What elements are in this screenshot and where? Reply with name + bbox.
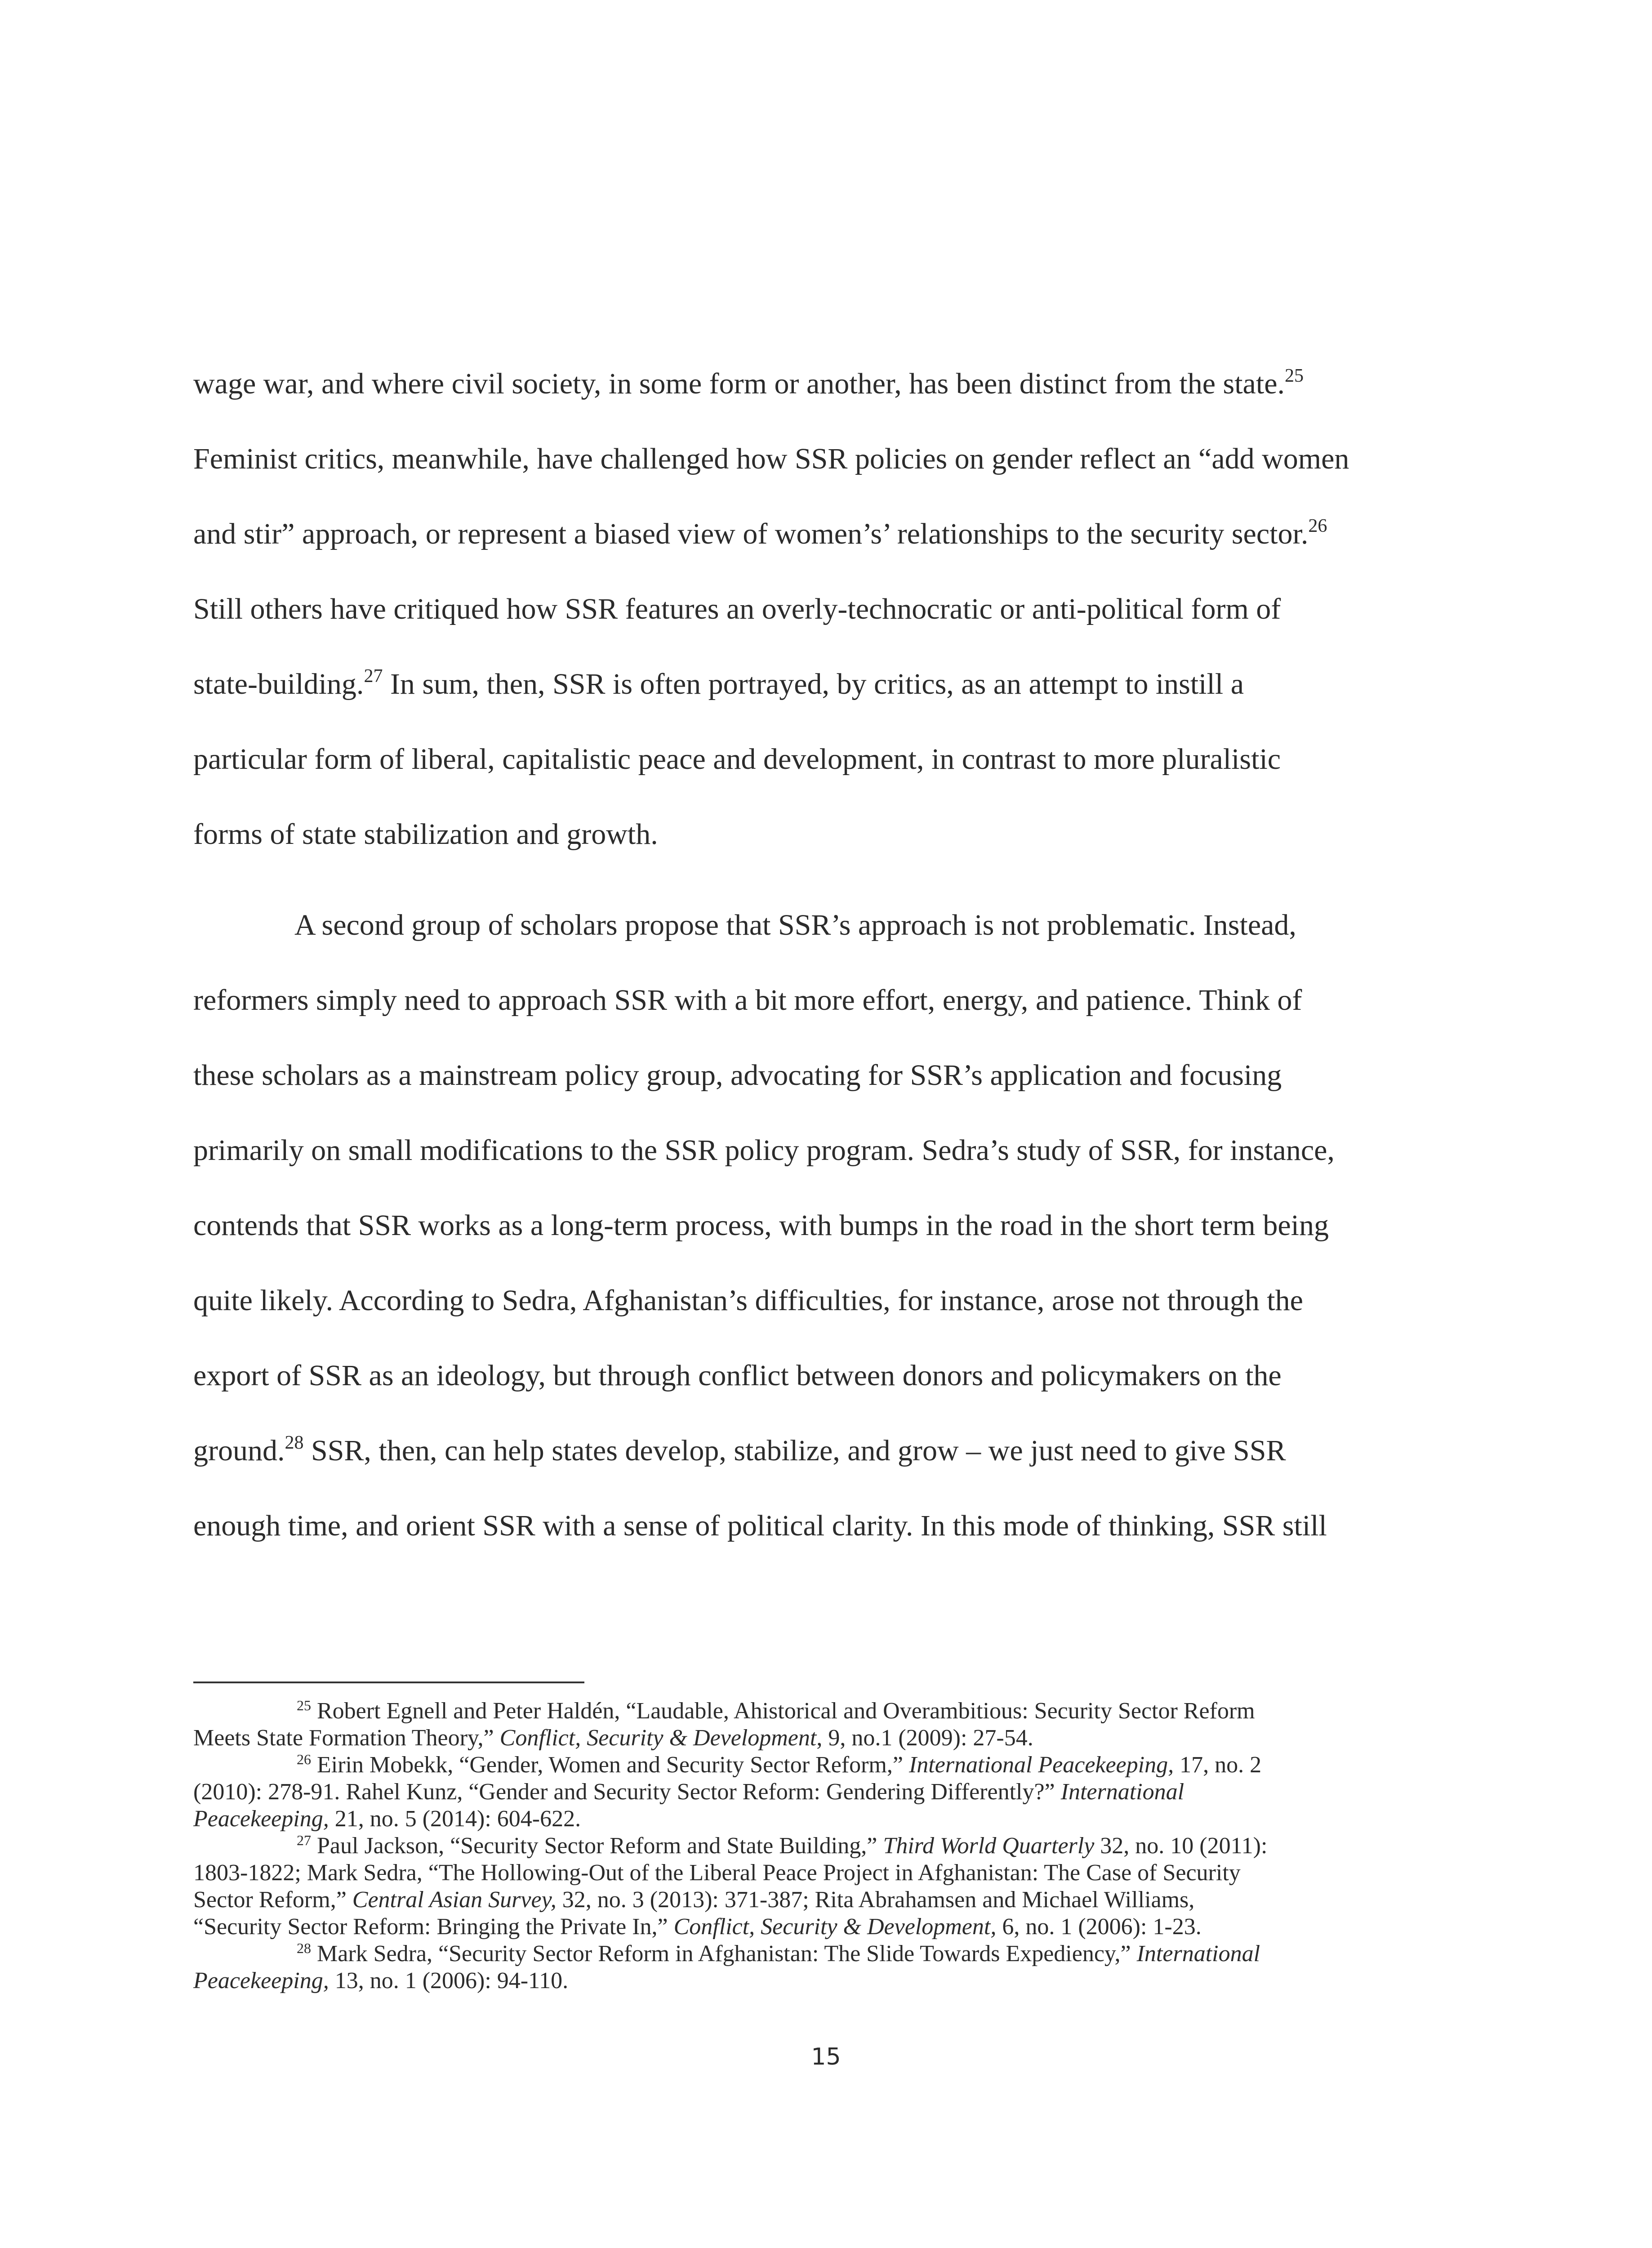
text-line: primarily on small modifications to the SSR policy program. Sedra’s study of SSR, for instance,	[193, 1134, 1335, 1167]
footnote-28	[193, 1940, 1461, 1994]
footnote-line: (2010): 278-91. Rahel Kunz, “Gender and Security Sector Reform: Gendering Differently?” International	[193, 1779, 1184, 1805]
text-line: these scholars as a mainstream policy group, advocating for SSR’s application and focusing	[193, 1059, 1282, 1092]
footnote-ref-28[interactable]: 28	[285, 1432, 304, 1453]
text-line: A second group of scholars propose that SSR’s approach is not problematic. Instead,	[294, 909, 1296, 941]
text-line: and stir” approach, or represent a biased view of women’s’ relationships to the security sector.$^{26}$	[193, 516, 1327, 550]
text-line: ground.$^{28}$ SSR, then, can help states develop, stabilize, and grow – we just need to give SSR	[193, 1432, 1286, 1467]
paragraph-2	[193, 888, 1461, 1563]
footnote-line: $^{25}$ Robert Egnell and Peter Haldén, “Laudable, Ahistorical and Overambitious: Security Sector Reform	[297, 1697, 1255, 1724]
paragraph-gap	[193, 872, 1461, 888]
footnote-line: Sector Reform,” Central Asian Survey, 32, no. 3 (2013): 371-387; Rita Abrahamsen and Michael Williams,	[193, 1887, 1195, 1913]
footnote-number: 28	[297, 1940, 311, 1956]
text-line: particular form of liberal, capitalistic peace and development, in contrast to more pluralistic	[193, 743, 1281, 776]
footnote-25	[193, 1698, 1461, 1752]
footnote-26	[193, 1752, 1461, 1833]
text-line: forms of state stabilization and growth.	[193, 818, 658, 851]
footnote-line: Peacekeeping, 13, no. 1 (2006): 94-110.	[193, 1968, 569, 1994]
footnote-ref-25[interactable]: 25	[1284, 366, 1304, 386]
footnote-line: Peacekeeping, 21, no. 5 (2014): 604-622.	[193, 1806, 581, 1832]
text-line: wage war, and where civil society, in some form or another, has been distinct from the state.$^{25}$	[193, 366, 1304, 400]
footnote-27	[193, 1833, 1461, 1940]
footnote-line: “Security Sector Reform: Bringing the Private In,” Conflict, Security & Development, 6, no. 1 (2006): 1-23.	[193, 1914, 1202, 1940]
footnote-ref-27[interactable]: 27	[364, 666, 383, 687]
footnote-line: $^{27}$ Paul Jackson, “Security Sector Reform and State Building,” Third World Quarterly 32, no. 10 (2011):	[297, 1832, 1268, 1859]
footnote-number: 26	[297, 1751, 311, 1767]
footnote-line: $^{26}$ Eirin Mobekk, “Gender, Women and Security Sector Reform,” International Peacekeeping, 17, no. 2	[297, 1751, 1262, 1778]
text-line: export of SSR as an ideology, but through conflict between donors and policymakers on the	[193, 1359, 1282, 1392]
text-line: contends that SSR works as a long-term process, with bumps in the road in the short term being	[193, 1209, 1329, 1242]
page-number: 15	[811, 2043, 841, 2070]
text-line: quite likely. According to Sedra, Afghanistan’s difficulties, for instance, arose not through the	[193, 1284, 1303, 1317]
text-line: state-building.$^{27}$ In sum, then, SSR is often portrayed, by critics, as an attempt to instill a	[193, 666, 1244, 700]
footnote-ref-26[interactable]: 26	[1308, 516, 1327, 536]
text-line: enough time, and orient SSR with a sense of political clarity. In this mode of thinking, SSR still	[193, 1509, 1327, 1542]
body-text	[193, 346, 1461, 1563]
footnotes	[193, 1698, 1461, 1994]
text-line: Still others have critiqued how SSR features an overly-technocratic or anti-political form of	[193, 593, 1281, 625]
footnote-line: Meets State Formation Theory,” Conflict, Security & Development, 9, no.1 (2009): 27-54.	[193, 1725, 1033, 1751]
paragraph-1	[193, 346, 1461, 872]
text-line: Feminist critics, meanwhile, have challenged how SSR policies on gender reflect an “add women	[193, 442, 1349, 475]
footnote-line: 1803-1822; Mark Sedra, “The Hollowing-Out of the Liberal Peace Project in Afghanistan: The Case of Security	[193, 1860, 1241, 1886]
footnote-line: $^{28}$ Mark Sedra, “Security Sector Reform in Afghanistan: The Slide Towards Expediency,” International	[297, 1940, 1260, 1967]
text-line: reformers simply need to approach SSR with a bit more effort, energy, and patience. Think of	[193, 984, 1302, 1017]
footnote-number: 27	[297, 1832, 311, 1848]
footnote-number: 25	[297, 1697, 311, 1713]
footnote-separator	[193, 1682, 584, 1683]
